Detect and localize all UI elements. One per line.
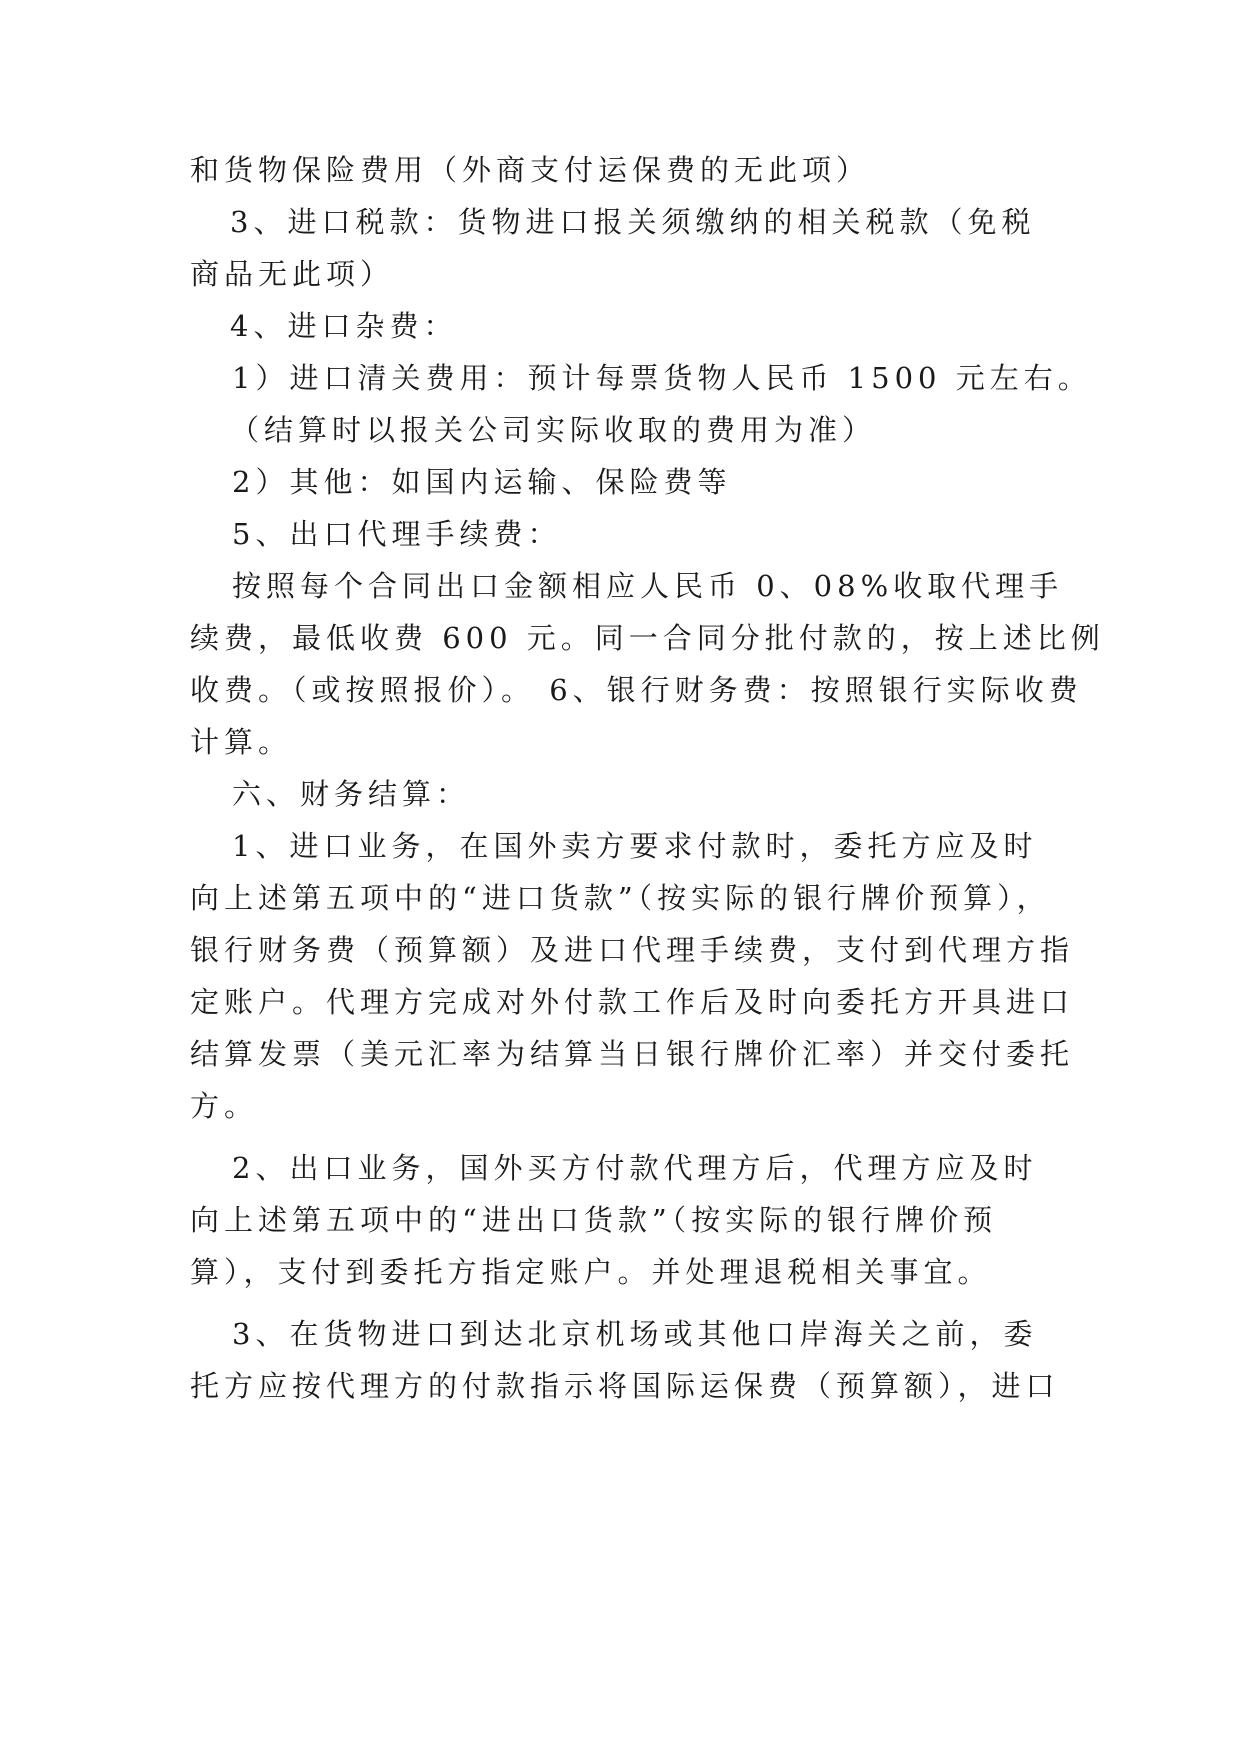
text-line: 5、出口代理手续费： [232, 517, 562, 551]
text-line: 商品无此项） [190, 257, 395, 291]
text-line: 2）其他：如国内运输、保险费等 [232, 465, 732, 499]
text-line: 3、在货物进口到达北京机场或其他口岸海关之前，委 [232, 1317, 1038, 1351]
text-line: 按照每个合同出口金额相应人民币 0、08%收取代理手 [232, 569, 1064, 603]
text-line: 定账户。代理方完成对外付款工作后及时向委托方开具进口 [190, 985, 1075, 1019]
text-line: 1、进口业务，在国外卖方要求付款时，委托方应及时 [232, 829, 1038, 863]
text-line: 2、出口业务，国外买方付款代理方后，代理方应及时 [232, 1151, 1038, 1185]
text-line: 托方应按代理方的付款指示将国际运保费（预算额），进口 [190, 1369, 1060, 1403]
text-line: 结算发票（美元汇率为结算当日银行牌价汇率）并交付委托 [190, 1037, 1075, 1071]
text-line: （结算时以报关公司实际收取的费用为准） [230, 413, 877, 447]
text-line: 六、财务结算： [232, 777, 471, 811]
text-line: 银行财务费（预算额）及进口代理手续费，支付到代理方指 [190, 933, 1075, 967]
text-line: 计算。 [190, 725, 293, 759]
text-line: 算），支付到委托方指定账户。并处理退税相关事宜。 [190, 1255, 992, 1289]
text-line: 方。 [190, 1089, 259, 1123]
text-line: 续费，最低收费 600 元。同一合同分批付款的，按上述比例 [190, 621, 1105, 655]
text-line: 向上述第五项中的“进口货款”（按实际的银行牌价预算）， [190, 881, 1051, 915]
text-line: 1）进口清关费用：预计每票货物人民币 1500 元左右。 [232, 361, 1092, 395]
text-line: 3、进口税款：货物进口报关须缴纳的相关税款（免税 [230, 205, 1036, 239]
text-line: 4、进口杂费： [230, 309, 458, 343]
text-line: 收费。（或按照报价）。 6、银行财务费：按照银行实际收费 [190, 673, 1083, 707]
text-line: 向上述第五项中的“进出口货款”（按实际的银行牌价预 [190, 1203, 998, 1237]
text-line: 和货物保险费用（外商支付运保费的无此项） [190, 153, 871, 187]
